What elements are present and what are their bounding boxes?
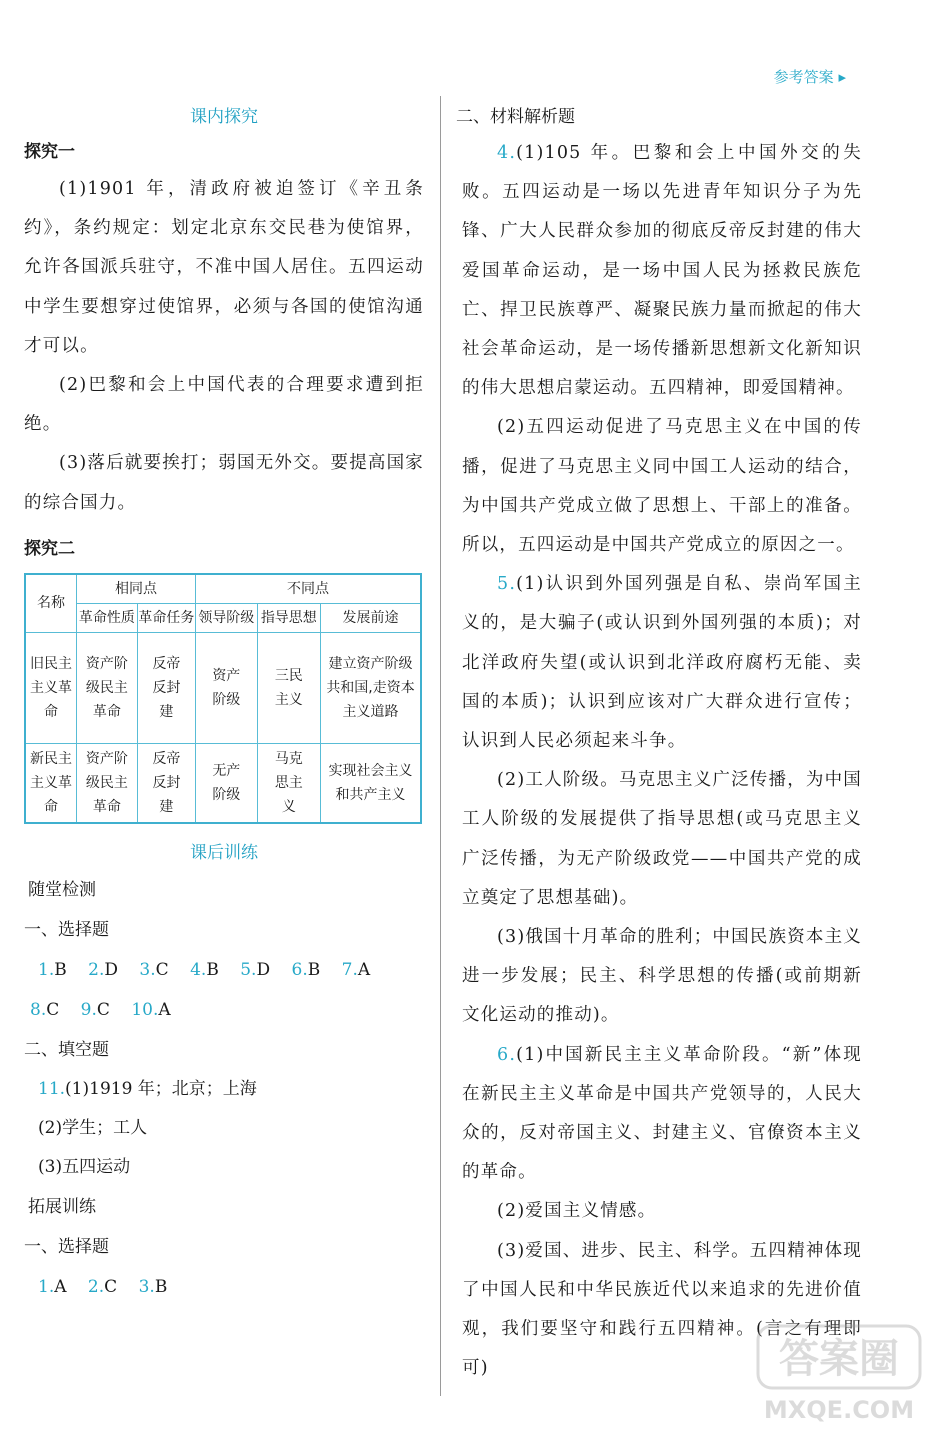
comparison-table — [24, 573, 422, 824]
table-row — [25, 743, 421, 823]
choice-answers-row-3 — [24, 1267, 424, 1307]
choice-heading: 一、选择题 — [24, 919, 109, 940]
table-cell: 建立资产阶级共和国,走资本主义道路 — [321, 632, 421, 743]
header-answer-tag: 参考答案 ▸ — [773, 68, 846, 86]
answer-item: 10.A — [131, 999, 171, 1020]
answer-item: 7.A — [341, 959, 371, 980]
q6-para-2: (2)爱国主义情感。 — [497, 1201, 657, 1222]
q6-para-3: (3)爱国、进步、民主、科学。五四精神体现了中国人民和中华民族近代以来追求的先进价值观，我们要坚守和践行五四精神。(言之有理即可) — [462, 1240, 862, 1379]
q5-para-3: (3)俄国十月革命的胜利；中国民族资本主义进一步发展；民主、科学思想的传播(或前期新文化运动的推动)。 — [462, 927, 862, 1026]
answer-item: 9.C — [80, 999, 110, 1020]
watermark-logo — [754, 1318, 924, 1428]
answer-item: 3.C — [139, 959, 169, 980]
q4-para-1: 4.(1)105 年。巴黎和会上中国外交的失败。五四运动是一场以先进青年知识分子为先锋、广大人民群众参加的彻底反帝反封建的伟大爱国革命运动，是一场中国人民为拯救民族危亡、捍卫民族尊严、凝聚民族力量而掀起的伟大社会革命运动，是一场传播新思想新文化新知识的伟大思想启蒙运动。五四精神，即爱国精神。 — [462, 143, 862, 399]
table-subheader: 发展前途 — [321, 603, 421, 632]
fill-answer-1: 11.(1)1919 年；北京；上海 — [38, 1078, 257, 1099]
fill-blank-heading: 二、填空题 — [24, 1039, 109, 1060]
inquiry-one-para-3: (3)落后就要挨打；弱国无外交。要提高国家的综合国力。 — [24, 453, 424, 513]
q4-para-2: (2)五四运动促进了马克思主义在中国的传播，促进了马克思主义同中国工人运动的结合，为中国共产党成立做了思想上、干部上的准备。所以，五四运动是中国共产党成立的原因之一。 — [462, 417, 862, 556]
fill-answer-2: (2)学生；工人 — [38, 1117, 148, 1138]
answer-item: 5.D — [240, 959, 271, 980]
svg-text:答案圈: 答案圈 — [779, 1336, 899, 1382]
table-row — [25, 632, 421, 743]
table-cell: 反帝反封建 — [137, 743, 195, 823]
extension-training-heading: 拓展训练 — [28, 1196, 96, 1217]
answer-item: 1.B — [38, 959, 67, 980]
table-header-diff: 不同点 — [196, 574, 421, 604]
answer-item: 3.B — [138, 1276, 168, 1297]
section-title-after-class: 课后训练 — [190, 842, 258, 863]
choice-heading-2: 一、选择题 — [24, 1236, 109, 1257]
table-subheader: 指导思想 — [257, 603, 321, 632]
table-cell: 资产阶级民主革命 — [77, 743, 138, 823]
q5-para-1: 5.(1)认识到外国列强是自私、崇尚军国主义的，是大骗子(或认识到外国列强的本质)；对北洋政府失望(或认识到北洋政府腐朽无能、卖国的本质)；认识到应该对广大群众进行宣传；认识到人民必须起来斗争。 — [462, 574, 862, 752]
table-cell: 实现社会主义和共产主义 — [321, 743, 421, 823]
left-column — [24, 100, 424, 1307]
table-header-name: 名称 — [25, 574, 77, 633]
table-subheader: 革命任务 — [137, 603, 195, 632]
inquiry-two-heading: 探究二 — [24, 538, 75, 559]
table-header-same: 相同点 — [77, 574, 196, 604]
column-divider — [440, 96, 441, 1396]
q5-para-2: (2)工人阶级。马克思主义广泛传播，为中国工人阶级的发展提供了指导思想(或马克思主义广泛传播，为无产阶级政党——中国共产党的成立奠定了思想基础)。 — [462, 770, 862, 908]
table-cell: 资产阶级 — [196, 632, 257, 743]
answer-item: 1.A — [38, 1276, 67, 1297]
analysis-heading: 二、材料解析题 — [456, 107, 575, 127]
table-cell: 无产阶级 — [196, 743, 257, 823]
inquiry-one-heading: 探究一 — [24, 142, 75, 162]
right-column — [456, 100, 862, 1389]
table-subheader: 领导阶级 — [196, 603, 257, 632]
table-cell: 旧民主主义革命 — [25, 632, 77, 743]
table-subheader: 革命性质 — [77, 603, 138, 632]
choice-answers-row-1 — [24, 950, 424, 990]
table-cell: 资产阶级民主革命 — [77, 632, 138, 743]
fill-answer-3: (3)五四运动 — [38, 1156, 131, 1177]
table-cell: 三民主义 — [257, 632, 321, 743]
table-cell: 新民主主义革命 — [25, 743, 77, 823]
answer-item: 6.B — [291, 959, 321, 980]
answer-item: 2.C — [87, 1276, 118, 1297]
choice-answers-row-2 — [24, 990, 424, 1030]
inquiry-one-para-1: (1)1901 年，清政府被迫签订《辛丑条约》，条约规定：划定北京东交民巷为使馆界，允许各国派兵驻守，不准中国人居住。五四运动中学生要想穿过使馆界，必须与各国的使馆沟通才可以。 — [24, 179, 424, 356]
table-cell: 反帝反封建 — [137, 632, 195, 743]
in-class-test-heading: 随堂检测 — [28, 879, 96, 900]
section-title-classroom: 课内探究 — [190, 107, 258, 127]
answer-item: 8.C — [30, 999, 60, 1020]
table-cell: 马克思主义 — [257, 743, 321, 823]
answer-item: 2.D — [88, 959, 119, 980]
answer-item: 4.B — [190, 959, 219, 980]
q6-para-1: 6.(1)中国新民主主义革命阶段。“新”体现在新民主主义革命是中国共产党领导的，人民大众的，反对帝国主义、封建主义、官僚资本主义的革命。 — [462, 1044, 862, 1183]
inquiry-one-para-2: (2)巴黎和会上中国代表的合理要求遭到拒绝。 — [24, 375, 424, 435]
svg-text:MXQE.COM: MXQE.COM — [763, 1396, 915, 1424]
